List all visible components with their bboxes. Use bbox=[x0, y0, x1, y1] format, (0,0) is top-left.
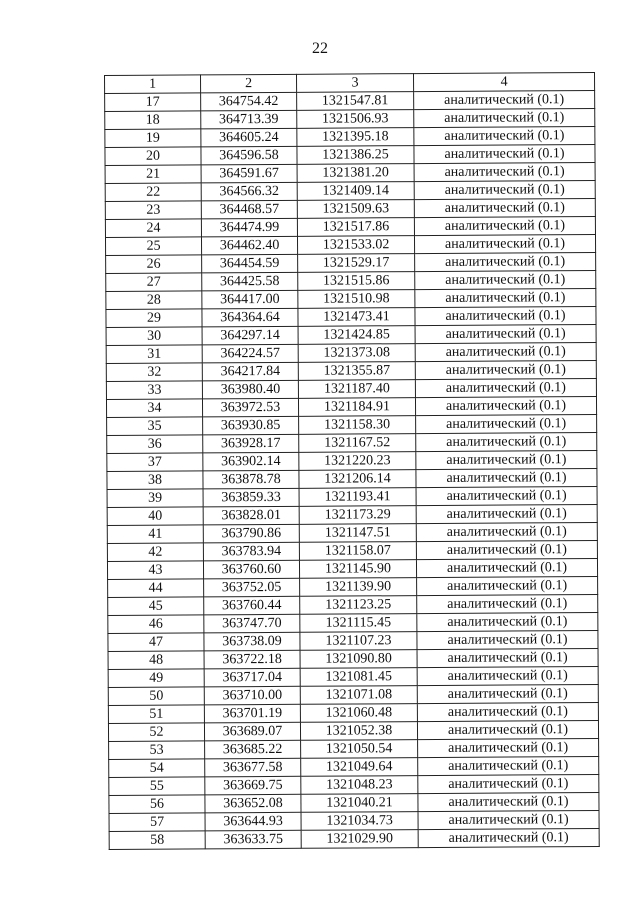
point-number-cell: 49 bbox=[108, 669, 204, 688]
method-cell: аналитический (0.1) bbox=[417, 684, 598, 703]
point-number-cell: 27 bbox=[106, 273, 202, 292]
point-number-cell: 23 bbox=[105, 201, 201, 220]
x-coordinate-cell: 364454.59 bbox=[202, 254, 298, 273]
point-number-cell: 32 bbox=[106, 363, 202, 382]
y-coordinate-cell: 1321506.93 bbox=[297, 110, 414, 129]
x-coordinate-cell: 363928.17 bbox=[203, 434, 299, 453]
method-cell: аналитический (0.1) bbox=[418, 738, 599, 757]
y-coordinate-cell: 1321220.23 bbox=[299, 452, 416, 471]
y-coordinate-cell: 1321071.08 bbox=[300, 686, 417, 705]
method-cell: аналитический (0.1) bbox=[416, 432, 597, 451]
y-coordinate-cell: 1321123.25 bbox=[300, 596, 417, 615]
method-cell: аналитический (0.1) bbox=[417, 702, 598, 721]
y-coordinate-cell: 1321529.17 bbox=[298, 254, 415, 273]
x-coordinate-cell: 363644.93 bbox=[205, 812, 301, 831]
method-cell: аналитический (0.1) bbox=[416, 486, 597, 505]
x-coordinate-cell: 363652.08 bbox=[205, 794, 301, 813]
x-coordinate-cell: 364754.42 bbox=[201, 92, 297, 111]
method-cell: аналитический (0.1) bbox=[417, 576, 598, 595]
method-cell: аналитический (0.1) bbox=[415, 378, 596, 397]
method-cell: аналитический (0.1) bbox=[418, 756, 599, 775]
method-cell: аналитический (0.1) bbox=[414, 181, 595, 200]
y-coordinate-cell: 1321034.73 bbox=[301, 812, 418, 831]
point-number-cell: 58 bbox=[109, 831, 205, 850]
x-coordinate-cell: 364591.67 bbox=[201, 164, 297, 183]
method-cell: аналитический (0.1) bbox=[414, 235, 595, 254]
point-number-cell: 42 bbox=[107, 543, 203, 562]
x-coordinate-cell: 363701.19 bbox=[204, 704, 300, 723]
point-number-cell: 30 bbox=[106, 327, 202, 346]
method-cell: аналитический (0.1) bbox=[414, 91, 595, 110]
method-cell: аналитический (0.1) bbox=[415, 271, 596, 290]
point-number-cell: 53 bbox=[109, 741, 205, 760]
x-coordinate-cell: 364713.39 bbox=[201, 110, 297, 129]
page-number: 22 bbox=[312, 40, 328, 57]
y-coordinate-cell: 1321509.63 bbox=[297, 200, 414, 219]
x-coordinate-cell: 363760.60 bbox=[203, 560, 299, 579]
point-number-cell: 54 bbox=[109, 759, 205, 778]
x-coordinate-cell: 364566.32 bbox=[201, 182, 297, 201]
y-coordinate-cell: 1321040.21 bbox=[301, 794, 418, 813]
method-cell: аналитический (0.1) bbox=[416, 414, 597, 433]
point-number-cell: 50 bbox=[108, 687, 204, 706]
y-coordinate-cell: 1321173.29 bbox=[299, 506, 416, 525]
point-number-cell: 36 bbox=[107, 435, 203, 454]
x-coordinate-cell: 363747.70 bbox=[204, 614, 300, 633]
x-coordinate-cell: 364468.57 bbox=[201, 200, 297, 219]
x-coordinate-cell: 364462.40 bbox=[201, 236, 297, 255]
y-coordinate-cell: 1321029.90 bbox=[301, 830, 418, 849]
point-number-cell: 48 bbox=[108, 651, 204, 670]
y-coordinate-cell: 1321049.64 bbox=[301, 758, 418, 777]
y-coordinate-cell: 1321048.23 bbox=[301, 776, 418, 795]
y-coordinate-cell: 1321206.14 bbox=[299, 470, 416, 489]
header-col-4: 4 bbox=[413, 73, 594, 92]
method-cell: аналитический (0.1) bbox=[414, 163, 595, 182]
method-cell: аналитический (0.1) bbox=[414, 217, 595, 236]
method-cell: аналитический (0.1) bbox=[415, 306, 596, 325]
point-number-cell: 45 bbox=[108, 597, 204, 616]
table-body bbox=[105, 91, 600, 850]
method-cell: аналитический (0.1) bbox=[415, 253, 596, 272]
point-number-cell: 17 bbox=[105, 93, 201, 112]
method-cell: аналитический (0.1) bbox=[416, 468, 597, 487]
method-cell: аналитический (0.1) bbox=[414, 145, 595, 164]
point-number-cell: 47 bbox=[108, 633, 204, 652]
x-coordinate-cell: 364474.99 bbox=[201, 218, 297, 237]
method-cell: аналитический (0.1) bbox=[416, 504, 597, 523]
y-coordinate-cell: 1321409.14 bbox=[297, 182, 414, 201]
y-coordinate-cell: 1321515.86 bbox=[298, 272, 415, 291]
method-cell: аналитический (0.1) bbox=[416, 522, 597, 541]
point-number-cell: 52 bbox=[108, 723, 204, 742]
method-cell: аналитический (0.1) bbox=[415, 360, 596, 379]
x-coordinate-cell: 363878.78 bbox=[203, 470, 299, 489]
x-coordinate-cell: 363828.01 bbox=[203, 506, 299, 525]
method-cell: аналитический (0.1) bbox=[418, 774, 599, 793]
y-coordinate-cell: 1321533.02 bbox=[297, 236, 414, 255]
method-cell: аналитический (0.1) bbox=[417, 630, 598, 649]
y-coordinate-cell: 1321381.20 bbox=[297, 164, 414, 183]
y-coordinate-cell: 1321473.41 bbox=[298, 308, 415, 327]
x-coordinate-cell: 364596.58 bbox=[201, 146, 297, 165]
y-coordinate-cell: 1321386.25 bbox=[297, 146, 414, 165]
x-coordinate-cell: 363722.18 bbox=[204, 650, 300, 669]
x-coordinate-cell: 363783.94 bbox=[203, 542, 299, 561]
x-coordinate-cell: 363902.14 bbox=[203, 452, 299, 471]
y-coordinate-cell: 1321158.30 bbox=[299, 416, 416, 435]
header-col-1: 1 bbox=[105, 75, 201, 94]
method-cell: аналитический (0.1) bbox=[416, 450, 597, 469]
method-cell: аналитический (0.1) bbox=[415, 324, 596, 343]
method-cell: аналитический (0.1) bbox=[417, 612, 598, 631]
x-coordinate-cell: 363738.09 bbox=[204, 632, 300, 651]
point-number-cell: 29 bbox=[106, 309, 202, 328]
y-coordinate-cell: 1321052.38 bbox=[300, 722, 417, 741]
method-cell: аналитический (0.1) bbox=[416, 558, 597, 577]
method-cell: аналитический (0.1) bbox=[418, 828, 599, 847]
y-coordinate-cell: 1321090.80 bbox=[300, 650, 417, 669]
point-number-cell: 20 bbox=[105, 147, 201, 166]
x-coordinate-cell: 364417.00 bbox=[202, 290, 298, 309]
x-coordinate-cell: 363633.75 bbox=[205, 830, 301, 849]
x-coordinate-cell: 363717.04 bbox=[204, 668, 300, 687]
point-number-cell: 25 bbox=[105, 237, 201, 256]
y-coordinate-cell: 1321147.51 bbox=[299, 524, 416, 543]
y-coordinate-cell: 1321107.23 bbox=[300, 632, 417, 651]
method-cell: аналитический (0.1) bbox=[414, 127, 595, 146]
method-cell: аналитический (0.1) bbox=[414, 109, 595, 128]
x-coordinate-cell: 363790.86 bbox=[203, 524, 299, 543]
x-coordinate-cell: 363669.75 bbox=[205, 776, 301, 795]
y-coordinate-cell: 1321547.81 bbox=[297, 92, 414, 111]
x-coordinate-cell: 363930.85 bbox=[203, 416, 299, 435]
y-coordinate-cell: 1321395.18 bbox=[297, 128, 414, 147]
y-coordinate-cell: 1321424.85 bbox=[298, 326, 415, 345]
method-cell: аналитический (0.1) bbox=[415, 396, 596, 415]
coordinates-table bbox=[104, 72, 600, 850]
x-coordinate-cell: 363677.58 bbox=[205, 758, 301, 777]
point-number-cell: 35 bbox=[107, 417, 203, 436]
point-number-cell: 26 bbox=[106, 255, 202, 274]
x-coordinate-cell: 364224.57 bbox=[202, 344, 298, 363]
point-number-cell: 34 bbox=[106, 399, 202, 418]
method-cell: аналитический (0.1) bbox=[417, 648, 598, 667]
point-number-cell: 57 bbox=[109, 813, 205, 832]
point-number-cell: 24 bbox=[105, 219, 201, 238]
method-cell: аналитический (0.1) bbox=[414, 199, 595, 218]
point-number-cell: 43 bbox=[107, 561, 203, 580]
table-row bbox=[109, 828, 599, 849]
y-coordinate-cell: 1321193.41 bbox=[299, 488, 416, 507]
point-number-cell: 39 bbox=[107, 489, 203, 508]
point-number-cell: 31 bbox=[106, 345, 202, 364]
x-coordinate-cell: 363752.05 bbox=[204, 578, 300, 597]
point-number-cell: 41 bbox=[107, 525, 203, 544]
x-coordinate-cell: 363980.40 bbox=[202, 380, 298, 399]
y-coordinate-cell: 1321187.40 bbox=[298, 380, 415, 399]
point-number-cell: 19 bbox=[105, 129, 201, 148]
x-coordinate-cell: 364297.14 bbox=[202, 326, 298, 345]
y-coordinate-cell: 1321184.91 bbox=[298, 398, 415, 417]
x-coordinate-cell: 364364.64 bbox=[202, 308, 298, 327]
y-coordinate-cell: 1321081.45 bbox=[300, 668, 417, 687]
point-number-cell: 40 bbox=[107, 507, 203, 526]
method-cell: аналитический (0.1) bbox=[417, 720, 598, 739]
x-coordinate-cell: 363685.22 bbox=[205, 740, 301, 759]
y-coordinate-cell: 1321510.98 bbox=[298, 290, 415, 309]
header-col-2: 2 bbox=[201, 74, 297, 93]
x-coordinate-cell: 364605.24 bbox=[201, 128, 297, 147]
y-coordinate-cell: 1321115.45 bbox=[300, 614, 417, 633]
y-coordinate-cell: 1321050.54 bbox=[301, 740, 418, 759]
method-cell: аналитический (0.1) bbox=[417, 594, 598, 613]
x-coordinate-cell: 363859.33 bbox=[203, 488, 299, 507]
x-coordinate-cell: 363972.53 bbox=[202, 398, 298, 417]
point-number-cell: 51 bbox=[108, 705, 204, 724]
x-coordinate-cell: 364425.58 bbox=[202, 272, 298, 291]
method-cell: аналитический (0.1) bbox=[418, 792, 599, 811]
header-col-3: 3 bbox=[296, 74, 413, 93]
y-coordinate-cell: 1321373.08 bbox=[298, 344, 415, 363]
method-cell: аналитический (0.1) bbox=[418, 810, 599, 829]
point-number-cell: 55 bbox=[109, 777, 205, 796]
point-number-cell: 33 bbox=[106, 381, 202, 400]
method-cell: аналитический (0.1) bbox=[416, 540, 597, 559]
x-coordinate-cell: 363710.00 bbox=[204, 686, 300, 705]
method-cell: аналитический (0.1) bbox=[417, 666, 598, 685]
y-coordinate-cell: 1321355.87 bbox=[298, 362, 415, 381]
point-number-cell: 22 bbox=[105, 183, 201, 202]
method-cell: аналитический (0.1) bbox=[415, 342, 596, 361]
x-coordinate-cell: 363760.44 bbox=[204, 596, 300, 615]
y-coordinate-cell: 1321139.90 bbox=[300, 578, 417, 597]
x-coordinate-cell: 364217.84 bbox=[202, 362, 298, 381]
point-number-cell: 18 bbox=[105, 111, 201, 130]
y-coordinate-cell: 1321517.86 bbox=[297, 218, 414, 237]
point-number-cell: 21 bbox=[105, 165, 201, 184]
point-number-cell: 38 bbox=[107, 471, 203, 490]
y-coordinate-cell: 1321167.52 bbox=[299, 434, 416, 453]
point-number-cell: 56 bbox=[109, 795, 205, 814]
point-number-cell: 28 bbox=[106, 291, 202, 310]
method-cell: аналитический (0.1) bbox=[415, 288, 596, 307]
point-number-cell: 37 bbox=[107, 453, 203, 472]
point-number-cell: 46 bbox=[108, 615, 204, 634]
point-number-cell: 44 bbox=[108, 579, 204, 598]
x-coordinate-cell: 363689.07 bbox=[204, 722, 300, 741]
y-coordinate-cell: 1321158.07 bbox=[299, 542, 416, 561]
y-coordinate-cell: 1321145.90 bbox=[299, 560, 416, 579]
y-coordinate-cell: 1321060.48 bbox=[300, 704, 417, 723]
